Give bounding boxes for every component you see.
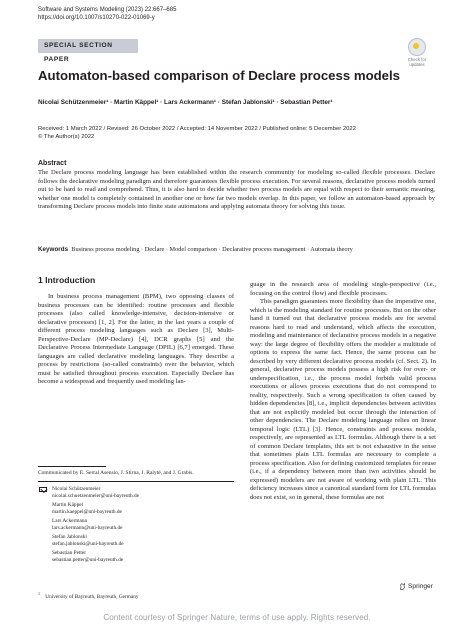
- contact-email[interactable]: nicolai.schuetzenmeier@uni-bayreuth.de: [52, 492, 139, 499]
- keywords-text: Business process modeling · Declare · Model comparison · Declarative process management · Automata theory: [71, 246, 353, 253]
- communicated-by: Communicated by E. Serral Asensio, J. Stirna, J. Ralyté, and J. Grabis.: [38, 470, 194, 476]
- contact-email[interactable]: lars.ackermann@uni-bayreuth.de: [52, 524, 123, 531]
- contact-entry: [38, 486, 234, 499]
- courtesy-notice: Content courtesy of Springer Nature, terms of use apply. Rights reserved.: [103, 613, 371, 622]
- intro-paragraph-right-1: guage in the research area of modeling single-perspective (i.e., focusing on the control flow) and flexible processes.: [250, 281, 436, 297]
- keywords-heading: Keywords: [38, 246, 69, 253]
- springer-horse-icon: [399, 583, 406, 590]
- keywords: [38, 246, 438, 253]
- special-section-label: SPECIAL SECTION PAPER: [38, 39, 138, 53]
- doi-link[interactable]: https://doi.org/10.1007/s10270-022-01069-y: [38, 15, 155, 21]
- affiliation-text: University of Bayreuth, Bayreuth, Germany: [45, 593, 139, 600]
- contact-name: Martin Käppel: [52, 502, 84, 508]
- check-updates-label: Check for updates: [407, 57, 427, 67]
- contact-email[interactable]: stefan.jablonski@uni-bayreuth.de: [52, 540, 124, 547]
- check-updates-icon: [408, 38, 426, 56]
- dates-line: Received: 1 March 2022 / Revised: 26 October 2022 / Accepted: 14 November 2022 / Published online: 5 December 2022: [38, 126, 356, 132]
- abstract-heading: Abstract: [38, 160, 67, 167]
- contact-name: Lars Ackermann: [52, 518, 88, 524]
- author-contacts: [38, 486, 234, 566]
- intro-paragraph-left: In business process management (BPM), two opposing classes of business processes can be identified: routine processes and flexible processes (also called knowledge-intensive, decision-intensive or declarative processes) [1, 2]. For the latter, in the last years a couple of different process modeling languages such as Declare [3], Multi-Perspective-Declare (MP-Declare) [4], DCR graphs [5] and the Declarative Process Intermediate Language (DPIL) [6,7] emerged. These languages are called declarative modeling languages. They describe a process by restrictions (so-called constraints) over the behavior, which must be satisfied throughout process execution. Especially Declare has become a widespread and frequently used modeling lan-: [38, 293, 234, 385]
- envelope-icon: [39, 487, 47, 492]
- copyright-line: © The Author(s) 2022: [38, 134, 95, 140]
- contact-entry: [38, 502, 234, 515]
- paper-title: Automaton-based comparison of Declare process models: [38, 68, 401, 83]
- author-list: Nicolai Schützenmeier¹ · Martin Käppel¹ · Lars Ackermann¹ · Stefan Jablonski¹ · Sebastian Petter¹: [38, 99, 333, 106]
- contact-name: Stefan Jablonski: [52, 534, 87, 540]
- affiliation-mark: 1: [38, 591, 40, 596]
- contact-email[interactable]: sebastian.petter@uni-bayreuth.de: [52, 556, 124, 563]
- contact-entry: [38, 518, 234, 531]
- contact-entry: [38, 550, 234, 563]
- left-column: [38, 293, 234, 387]
- publisher-name: Springer: [408, 583, 433, 590]
- journal-citation: Software and Systems Modeling (2023) 22:667–685: [38, 7, 177, 13]
- contact-name: Sebastian Petter: [52, 550, 86, 556]
- abstract-text: The Declare process modeling language has been established within the research community for modeling so-called flexible processes. Declare follows the declarative modeling paradigm and therefore guarantees flexible process execution. For several reasons, declarative process models turned out to be hard to read and comprehend. Thus, it is also hard to decide whether two process models are equal with respect to their semantic meaning, whether one model is completely contained in another one or how far two models overlap. In this paper, we follow an automaton-based approach by transforming Declare process models into finite state automatons and applying automata theory for solving this issue.: [38, 169, 435, 211]
- affiliation: [38, 591, 234, 600]
- intro-paragraph-right-2: This paradigm guarantees more flexibility than the imperative one, which is the modeling standard for routine processes. But on the other hand it turned out that declarative process models are for several reasons hard to read and understand, which affects the execution, modeling and maintenance of declarative process models in a negative way: the large degree of flexibility offers the modeler a multitude of options to express the same fact. Hence, the same process can be described by very different declarative process models (cf. Sect. 2). In general, declarative process models possess a high risk for over- or underspecification, i.e., the process model forbids valid process executions or allows process executions that do not correspond to reality, respectively. Such a wrong specification is often caused by hidden dependencies [8], i.e., implicit dependencies between activities that are not explicitly modeled but occur through the interaction of other dependencies. The Declare modeling language relies on linear temporal logic (LTL) [3]. Hence, constraints and process models, respectively, are represented as LTL formulas. Although there is a set of common Declare templates, this set is not exhaustive in the sense that sometimes plain LTL formulas are necessary to complete a process specification. Also for defining customized templates for reuse (i.e., if a dependency between more than two activities should be expressed) modelers are not aware of working with plain LTL. This deficiency increases since a canonical standard form for LTL formulas does not exist, so in general, these formulas are not: [250, 298, 436, 501]
- abstract: [38, 160, 435, 211]
- contact-name: Nicolai Schützenmeier: [52, 486, 101, 492]
- section-heading: 1 Introduction: [38, 275, 96, 285]
- check-for-updates-badge[interactable]: [403, 38, 431, 67]
- right-column: [250, 281, 436, 502]
- contact-entry: [38, 534, 234, 547]
- contact-email[interactable]: martin.kaeppel@uni-bayreuth.de: [52, 508, 122, 515]
- publisher-logo: [399, 583, 433, 590]
- journal-header: [38, 6, 176, 22]
- publication-dates: [38, 125, 356, 141]
- footnote-divider: [38, 466, 106, 467]
- communicated-divider: [38, 481, 234, 482]
